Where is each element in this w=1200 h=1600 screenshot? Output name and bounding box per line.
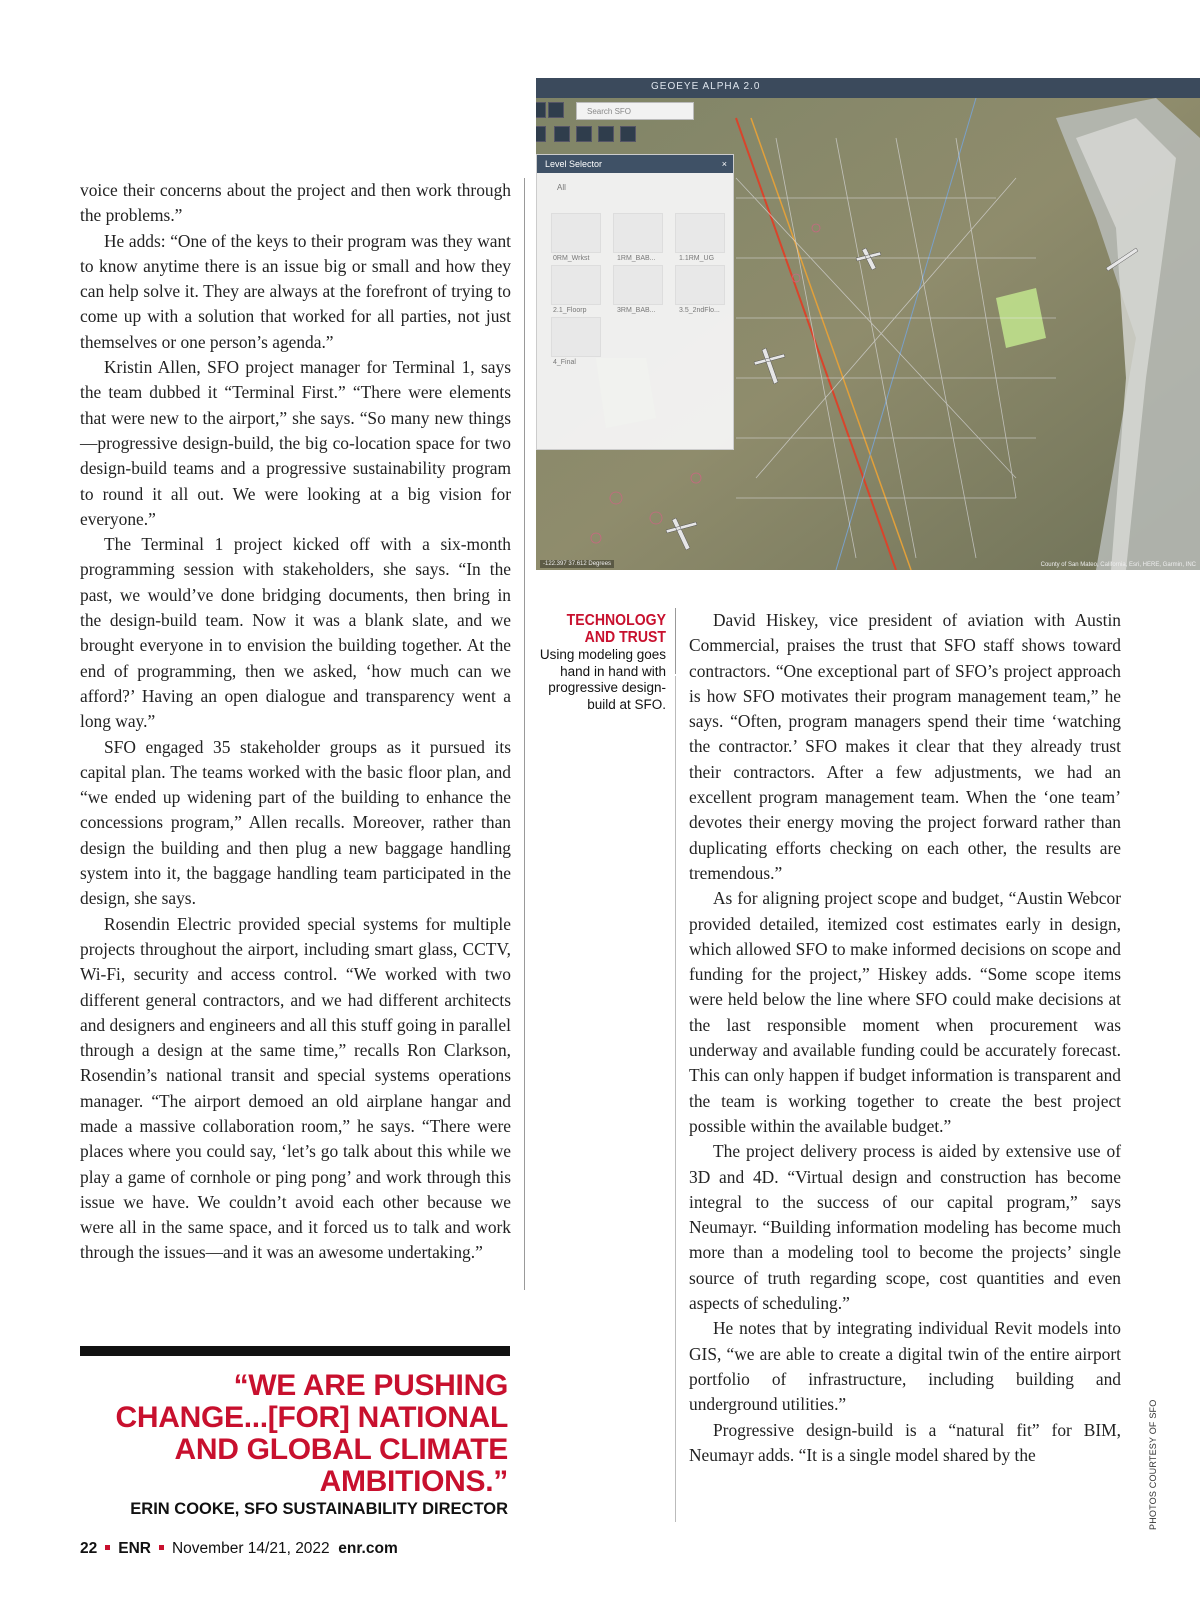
- gis-app-title: GEOEYE ALPHA 2.0: [651, 81, 761, 92]
- caption-text: Using modeling goes hand in hand with progressive design-build at SFO.: [539, 647, 666, 712]
- level-tile: [675, 265, 725, 305]
- issue-date: November 14/21, 2022: [171, 1540, 330, 1557]
- map-attribution: County of San Mateo, California, Esri, HERE, Garmin, INC: [1040, 562, 1196, 568]
- level-tile-label: 4_Final: [553, 359, 576, 366]
- level-tile-label: 0RM_Wrkst: [553, 255, 590, 262]
- list-icon: [554, 126, 570, 142]
- level-tile-label: 3.5_2ndFlo...: [679, 307, 720, 314]
- level-tile: [613, 213, 663, 253]
- level-tile: [551, 317, 601, 357]
- zoom-in-icon: [536, 102, 546, 118]
- body-paragraph: As for aligning project scope and budget, “Austin Webcor provided detailed, itemized cost estimates early in design, which allowed SFO to make informed decisions on scope and funding for the project,” Hiskey adds. “Some scope items were held below the line where SFO could make decisions at the last responsible moment when procurement was underway and available funding could be accurately forecast. This can only happen if budget information is transparent and the team is working together to create the best project possible within the available budget.”: [689, 888, 1121, 1136]
- body-paragraph: SFO engaged 35 stakeholder groups as it pursued its capital plan. The teams worked with the basic floor plan, and “we ended up widening part of the building to enhance the concessions program,” Allen recalls. Moreover, rather than design the building and then plug a new baggage handling system into it, the baggage handling team participated in the design, she says.: [80, 736, 511, 909]
- pull-quote-rule: [80, 1346, 510, 1356]
- table-icon: [620, 126, 636, 142]
- home-icon: [536, 126, 546, 142]
- gis-screenshot-photo: [536, 78, 1200, 570]
- body-paragraph: He notes that by integrating individual Revit models into GIS, “we are able to create a digital twin of the entire airport portfolio of infrastructure, including building and underground utilities.”: [689, 1318, 1121, 1415]
- level-tile: [551, 213, 601, 253]
- photo-caption: [536, 612, 666, 713]
- gis-top-bar: [536, 78, 1200, 98]
- close-icon: ×: [721, 159, 727, 169]
- body-paragraph: He adds: “One of the keys to their program was they want to know anytime there is an issue big or small and how they can help solve it. They are always at the forefront of trying to come up with a solution that worked for all parties, not just themselves or one person’s agenda.”: [80, 230, 511, 352]
- right-text-column: [689, 608, 1121, 1468]
- body-paragraph: David Hiskey, vice president of aviation with Austin Commercial, praises the trust that SFO staff shows toward contractors. “One exceptional part of SFO’s project approach is how SFO motivates their program management team,” he says. “Often, program managers spend their time ‘watching the contractor.’ SFO makes it clear that they already trust their contractors. After a few adjustments, we had an excellent program management team. When the ‘one team’ devotes their energy moving the project forward rather than duplicating efforts checking on each other, the results are tremendous.”: [689, 610, 1121, 883]
- website: enr.com: [338, 1540, 398, 1557]
- coordinate-readout: -122.397 37.612 Degrees: [540, 560, 614, 568]
- level-tile-label: 3RM_BAB...: [617, 307, 656, 314]
- body-paragraph: Progressive design-build is a “natural fit” for BIM, Neumayr adds. “It is a single model shared by the: [689, 1419, 1121, 1465]
- level-tile-label: 1.1RM_UG: [679, 255, 715, 262]
- page-footer: [80, 1540, 398, 1558]
- level-selector-title: Level Selector: [545, 159, 603, 169]
- level-filter: All: [557, 183, 566, 192]
- draw-icon: [598, 126, 614, 142]
- body-paragraph: The Terminal 1 project kicked off with a six-month programming session with stakeholders, she says. “In the past, we would’ve done bridging documents, then bring in the design-build team. Now it was a blank slate, and we brought everyone in to envision the building together. At the end of programming, then we asked, ‘how much can we afford?’ Having an open dialogue and transparency went a long way.”: [80, 534, 511, 732]
- body-paragraph: Rosendin Electric provided special systems for multiple projects throughout the airport, including smart glass, CCTV, Wi-Fi, security and access control. “We worked with two different general contractors, and we had different architects and designers and engineers and all this stuff going in parallel through a design at the same time,” recalls Ron Clarkson, Rosendin’s national transit and special systems operations manager. “The airport demoed an old airplane hangar and made a massive collaboration room,” he says. “There were places where you could say, ‘let’s go talk about this while we play a game of cornhole or ping pong’ and work through this issue we have. We couldn’t avoid each other because we were all in the same space, and it forced us to talk and work through the issues—and it was an awesome undertaking.”: [80, 913, 511, 1263]
- level-tile-label: 1RM_BAB...: [617, 255, 656, 262]
- left-text-column: [80, 178, 511, 1266]
- separator-square-icon: [159, 1545, 164, 1550]
- pull-quote-attribution: ERIN COOKE, SFO SUSTAINABILITY DIRECTOR: [130, 1500, 508, 1518]
- column-divider-right: [675, 676, 676, 1522]
- page-number: 22: [80, 1540, 98, 1557]
- layers-icon: [576, 126, 592, 142]
- photo-credit: PHOTOS COURTESY OF SFO: [1148, 1399, 1158, 1530]
- menu-icon: [548, 102, 564, 118]
- caption-title: TECHNOLOGY AND TRUST: [566, 612, 666, 646]
- body-paragraph: The project delivery process is aided by extensive use of 3D and 4D. “Virtual design and construction has become integral to the success of our capital program,” says Neumayr. “Building information modeling has become much more than a modeling tool to become the projects’ single source of truth regarding scope, cost quantities and even aspects of scheduling.”: [689, 1141, 1121, 1314]
- body-paragraph: Kristin Allen, SFO project manager for Terminal 1, says the team dubbed it “Terminal First.” “There were elements that were new to the airport,” she says. “So many new things—progressive design-build, the big co-location space for two design-build teams and a progressive sustainability program to round it all out. We were looking at a big vision for everyone.”: [80, 357, 511, 529]
- column-divider: [524, 178, 525, 1290]
- level-tile: [613, 265, 663, 305]
- level-tile: [551, 265, 601, 305]
- level-tile: [675, 213, 725, 253]
- magazine-name: ENR: [118, 1540, 151, 1557]
- level-selector-panel: [536, 154, 734, 450]
- caption-divider: [675, 608, 676, 674]
- separator-square-icon: [105, 1545, 110, 1550]
- gis-search-field: Search SFO: [576, 102, 694, 120]
- level-tile-label: 2.1_Floorp: [553, 307, 587, 314]
- body-paragraph: voice their concerns about the project and then work through the problems.”: [80, 180, 511, 226]
- pull-quote: “WE ARE PUSHING CHANGE...[FOR] NATIONAL AND GLOBAL CLIMATE AMBITIONS.”: [115, 1369, 508, 1498]
- level-selector-header: [537, 155, 733, 173]
